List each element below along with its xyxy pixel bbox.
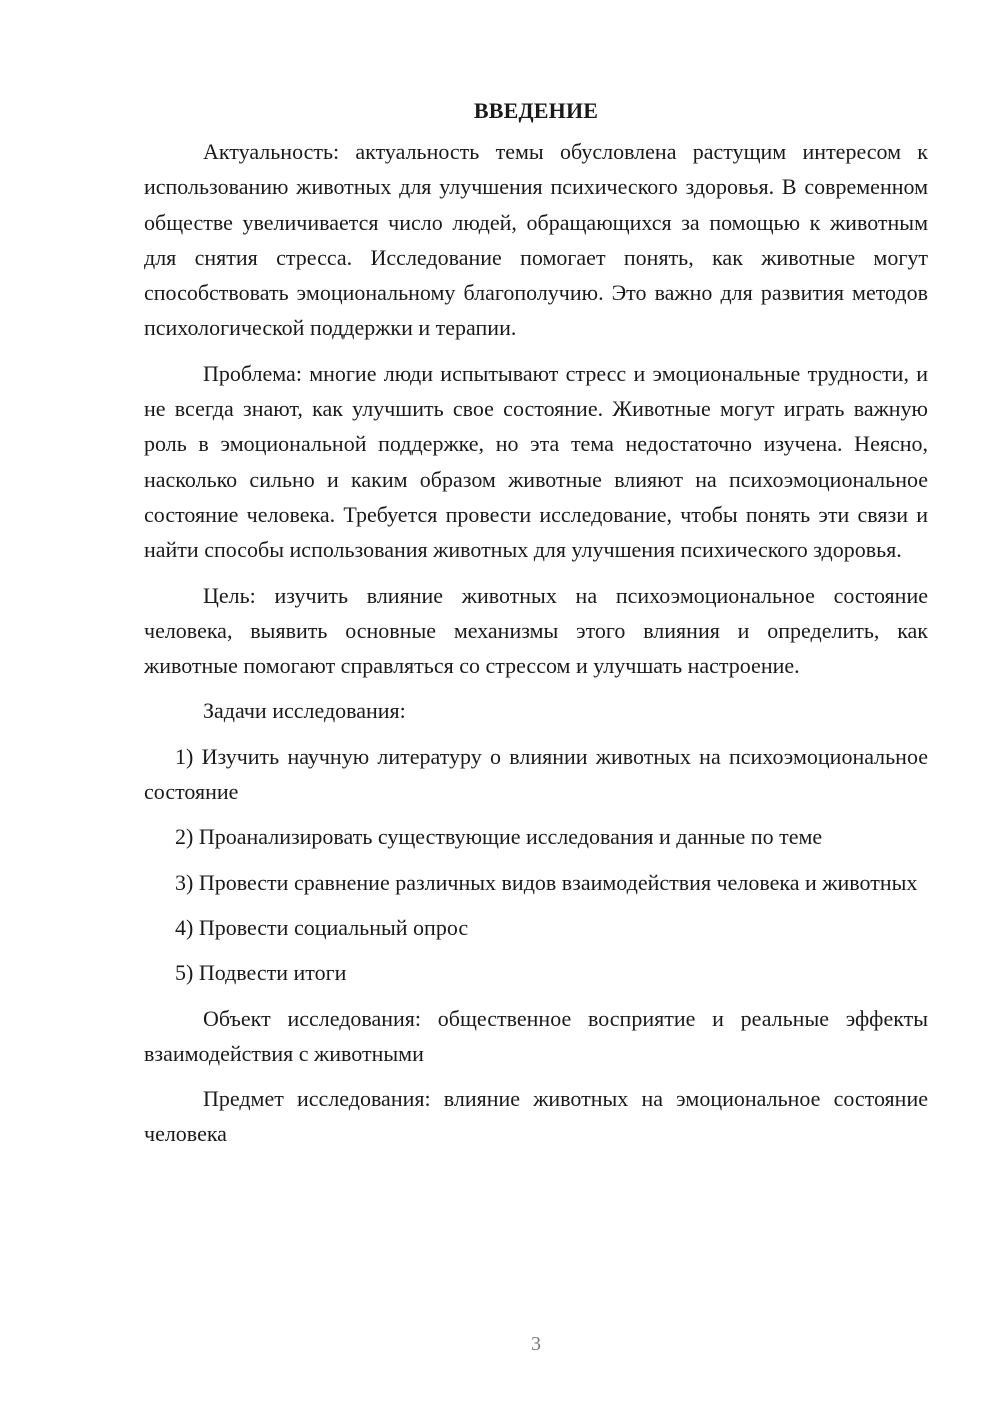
page-number: 3 [531, 1333, 541, 1355]
document-page [144, 96, 928, 1162]
task-item: 3) Провести сравнение различных видов взаимодействия человека и животных [175, 869, 918, 895]
tasks-heading: Задачи исследования: [203, 698, 406, 724]
problem-paragraph: Проблема: многие люди испытывают стресс и эмоциональные трудности, и не всегда знают, как улучшить свое состояние. Животные могут играть важную роль в эмоциональной поддержке, но эта тема недостаточно изучена. Неясно, насколько сильно и каким образом животные влияют на психоэмоциональное состояние человека. Требуется провести исследование, чтобы понять эти связи и найти способы использования животных для улучшения психического здоровья. [144, 360, 928, 563]
relevance-paragraph: Актуальность: актуальность темы обусловлена растущим интересом к использованию животных для улучшения психического здоровья. В современном обществе увеличивается число людей, обращающихся за помощью к животным для снятия стресса. Исследование помогает понять, как животные могут способствовать эмоциональному благополучию. Это важно для развития методов психологической поддержки и терапии. [144, 139, 928, 341]
task-item: 5) Подвести итоги [175, 960, 347, 986]
research-subject-paragraph: Предмет исследования: влияние животных на эмоциональное состояние человека [144, 1086, 928, 1147]
task-item: 2) Проанализировать существующие исследования и данные по теме [175, 824, 823, 850]
research-object-paragraph: Объект исследования: общественное восприятие и реальные эффекты взаимодействия с животными [144, 1005, 928, 1066]
goal-paragraph: Цель: изучить влияние животных на психоэмоциональное состояние человека, выявить основные механизмы этого влияния и определить, как животные помогают справляться со стрессом и улучшать настроение. [144, 582, 928, 679]
task-item: 1) Изучить научную литературу о влиянии животных на психоэмоциональное состояние [144, 743, 928, 805]
section-title: ВВЕДЕНИЕ [473, 98, 599, 123]
task-item: 4) Провести социальный опрос [175, 914, 469, 940]
